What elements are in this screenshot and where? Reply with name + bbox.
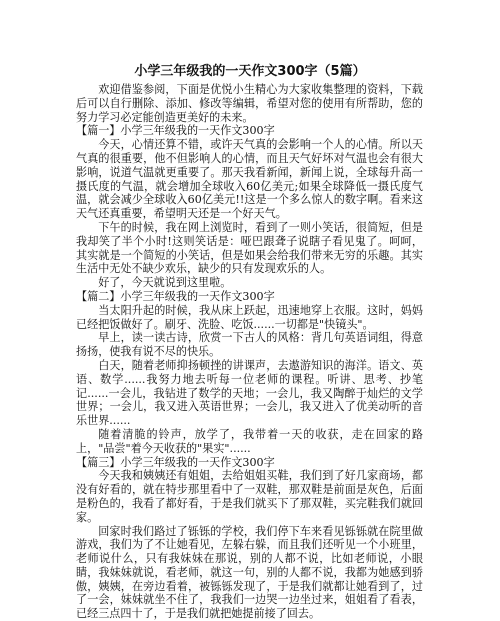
paragraph: 早上，读一读古诗，欣赏一下古人的风格：背几句英语词组，得意扬扬，使我有说不尽的快乐。	[76, 331, 423, 359]
paragraph: 回家时我们路过了铄铄的学校，我们停下车来看见铄铄就在院里做游戏，我们为了不让她看见，左躲右躲，而且我们还听见一个小班里，老师说什么，只有我妹妹在那说，别的人都不说，比如老师说，小眼睛，我妹妹就说，看老师，就这一句，别的人都不说，我都为她感到骄傲，姨姨，在旁边看着，被铄铄发现了，于是我们就都让她看到了，过了一会，妹妹就坐不住了，我我们一边哭一边坐过来，姐姐看了看表，已经三点四十了，于是我们就把她提前接了回去。	[76, 525, 423, 621]
intro-paragraph: 欢迎借鉴参阅，下面是优悦小生精心为大家收集整理的资料，下载后可以自行删除、添加、修改等编辑，希望对您的使用有所帮助，您的努力学习必定能创造更美好的未来。	[76, 83, 423, 124]
document-title: 小学三年级我的一天作文300字（5篇）	[0, 64, 500, 80]
paragraph: 今天我和姨姨还有姐姐，去给姐姐买鞋，我们到了好几家商场，都没有好看的，就在特步那里看中了一双鞋，那双鞋是前面是灰色，后面是粉色的，我看了都好看，于是我们就买下了那双鞋，买完鞋我们就回家。	[76, 469, 423, 524]
paragraph: 白天，随着老师抑扬顿挫的讲课声，去遨游知识的海洋。语文、英语、数学......我努力地去听每一位老师的课程。听讲、思考、抄笔记......一会儿，我钻进了数学的天地；一会儿，我又陶醉于灿烂的文学世界；一会儿，我又进入英语世界；一会儿，我又进入了优美动听的音乐世界......	[76, 359, 423, 428]
section-heading: 【篇二】小学三年级我的一天作文300字	[76, 290, 423, 304]
paragraph: 下午的时候，我在网上浏览时，看到了一则小笑话，很简短，但是我却笑了半个小时!这则笑话是：哑巴跟聋子说瞎子看见鬼了。呵呵，其实就是一个简短的小笑话，但是如果会给我们带来无穷的乐趣。其实生活中无处不缺少欢乐，缺少的只有发现欢乐的人。	[76, 221, 423, 276]
paragraph: 当太阳升起的时候，我从床上跃起，迅速地穿上衣服。这时，妈妈已经把饭做好了。刷牙、洗脸、吃饭......一切都是"快镜头"。	[76, 304, 423, 332]
section-heading: 【篇一】小学三年级我的一天作文300字	[76, 124, 423, 138]
paragraph: 今天，心情还算不错，或许天气真的会影响一个人的心情。所以天气真的很重要，他不但影响人的心情，而且天气好坏对气温也会有很大影响，说道气温就更重要了。那天我看新闻，新闻上说，全球每升高一摄氏度的气温，就会增加全球收入60亿美元;如果全球降低一摄氏度气温，就会减少全球收入60亿美元!!这是一个多么惊人的数字啊。看来这天气还真重要，希望明天还是一个好天气。	[76, 138, 423, 221]
paragraph: 随着清脆的铃声，放学了，我带着一天的收获，走在回家的路上，"品尝"着今天收获的"果实"......	[76, 428, 423, 456]
document-body	[76, 83, 423, 621]
paragraph: 好了，今天就说到这里啦。	[76, 276, 423, 290]
section-heading: 【篇三】小学三年级我的一天作文300字	[76, 456, 423, 470]
